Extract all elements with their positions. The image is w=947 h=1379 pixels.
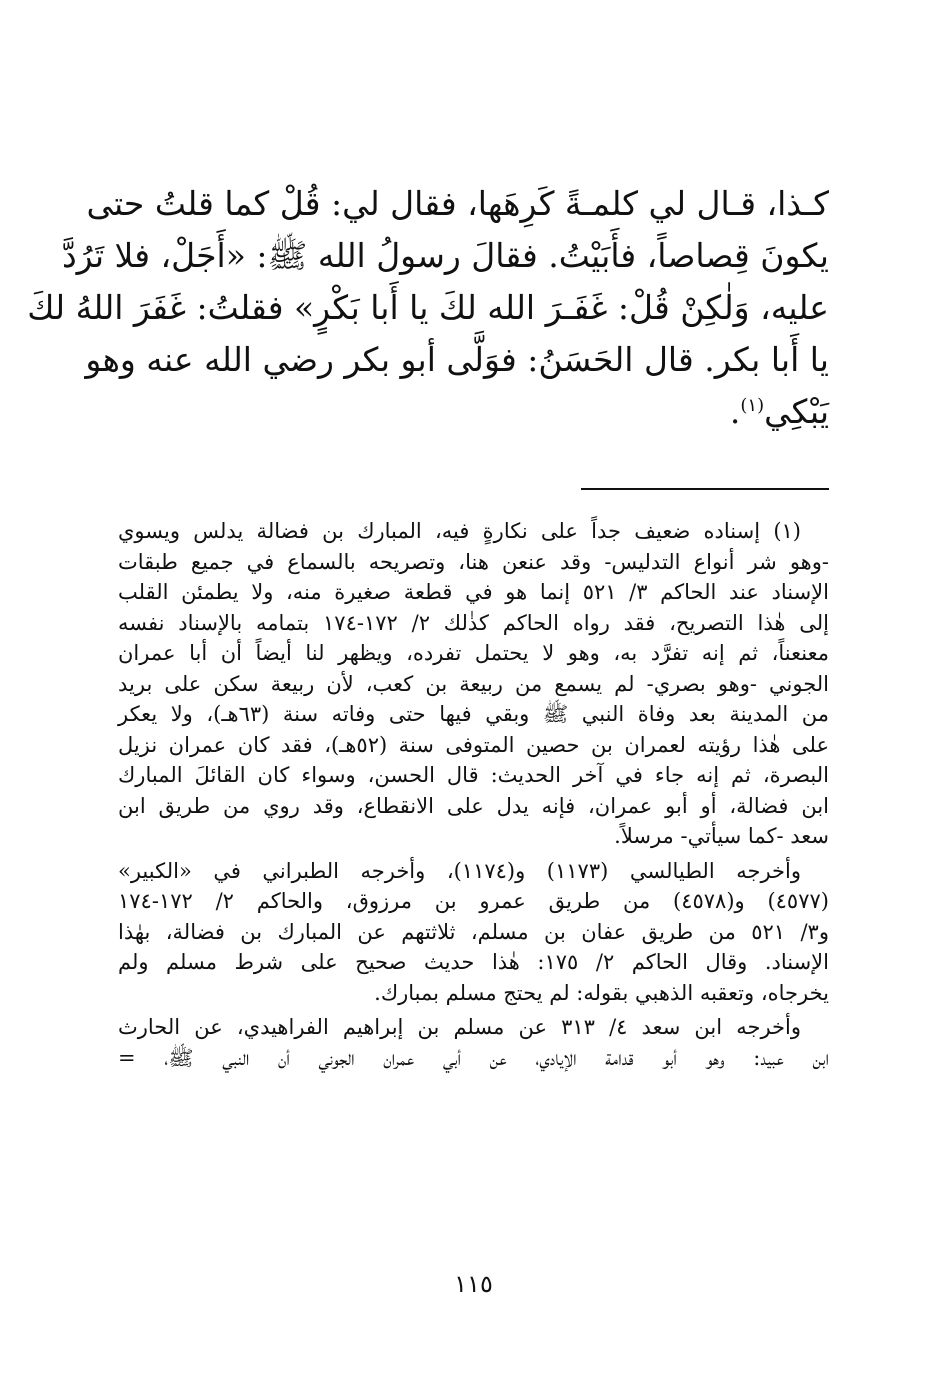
footnote-line: الإسناد عند الحاكم ٣/ ٥٢١ إنما هو في قطعة صغيرة منه، ولا يطمئن القلب bbox=[118, 580, 829, 604]
footnote-line: (١) إسناده ضعيف جداً على نكارةٍ فيه، المبارك بن فضالة يدلس ويسوي bbox=[118, 519, 801, 543]
main-line-2: يكونَ قِصاصاً، فأَبَيْتُ. فقالَ رسولُ الله ﷺ: «أَجَلْ، فلا تَرُدَّ bbox=[61, 236, 829, 275]
footnote-marker: (١) bbox=[740, 395, 765, 416]
footnote-line: ابن عبيد: وهو أبو قدامة الإيادي، عن أبي عمران الجوني أن النبي ﷺ، = bbox=[118, 1045, 829, 1070]
footnote-line: وأخرجه الطيالسي (١١٧٣) و(١١٧٤)، وأخرجه الطبراني في «الكبير» bbox=[118, 858, 801, 883]
main-text bbox=[27, 178, 829, 438]
footnote-line: وأخرجه ابن سعد ٤/ ٣١٣ عن مسلم بن إبراهيم الفراهيدي، عن الحارث bbox=[118, 1015, 801, 1039]
footnote-separator bbox=[581, 488, 829, 490]
footnote-line: الجوني -وهو بصري- لم يسمع من ربيعة بن كعب، لأن ربيعة سكن على بريد bbox=[118, 671, 829, 696]
footnote-line: ابن فضالة، أو أبو عمران، فإنه يدل على الانقطاع، وقد روي من طريق ابن bbox=[118, 793, 829, 818]
main-line-5 bbox=[118, 386, 829, 438]
page-number: ١١٥ bbox=[454, 1270, 493, 1298]
footnote-line: سعد -كما سيأتي- مرسلاً. bbox=[614, 824, 829, 848]
footnotes bbox=[118, 516, 829, 1073]
main-line-3: عليه، وَلٰكِنْ قُلْ: غَفَـرَ الله لكَ يا أَبا بَكْرٍ» فقلتُ: غَفَرَ اللهُ لكَ bbox=[27, 288, 829, 327]
main-line-4: يا أَبا بكر. قال الحَسَنُ: فوَلَّى أبو بكر رضي الله عنه وهو bbox=[85, 340, 829, 379]
footnote-line: من المدينة بعد وفاة النبي ﷺ وبقي فيها حتى وفاته سنة (٦٣هـ)، ولا يعكر bbox=[118, 702, 830, 726]
main-line-5-text: يَبْكِي bbox=[764, 392, 829, 431]
main-line-5-end: . bbox=[729, 392, 741, 431]
main-line-1: كـذا، قـال لي كلمـةً كَرِهَها، فقال لي: قُلْ كما قلتُ حتى bbox=[86, 184, 829, 223]
footnote-line: إلى هٰذا التصريح، فقد رواه الحاكم كذٰلك ٢/ ١٧٢-١٧٤ بتمامه بالإسناد نفسه bbox=[118, 610, 829, 635]
footnote-line: البصرة، ثم إنه جاء في آخر الحديث: قال الحسن، وسواء كان القائلَ المبارك bbox=[118, 763, 829, 787]
footnote-line: -وهو شر أنواع التدليس- وقد عنعن هنا، وتصريحه بالسماع في جميع طبقات bbox=[118, 549, 829, 574]
footnote-line: الإسناد. وقال الحاكم ٢/ ١٧٥: هٰذا حديث صحيح على شرط مسلم ولم bbox=[118, 950, 829, 974]
footnote-line: (٤٥٧٧) و(٤٥٧٨) من طريق عمرو بن مرزوق، والحاكم ٢/ ١٧٢-١٧٤ bbox=[118, 889, 829, 913]
footnote-line: على هٰذا رؤيته لعمران بن حصين المتوفى سنة (٥٢هـ)، فقد كان عمران نزيل bbox=[118, 732, 829, 757]
footnote-line: معنعناً، ثم إنه تفرَّد به، وهو لا يحتمل تفرده، ويظهر لنا أيضاً أن أبا عمران bbox=[118, 641, 829, 665]
footnote-line: يخرجاه، وتعقبه الذهبي بقوله: لم يحتج مسلم بمبارك. bbox=[374, 980, 829, 1005]
footnote-line: و٣/ ٥٢١ من طريق عفان بن مسلم، ثلاثتهم عن المبارك بن فضالة، بهٰذا bbox=[118, 919, 829, 944]
